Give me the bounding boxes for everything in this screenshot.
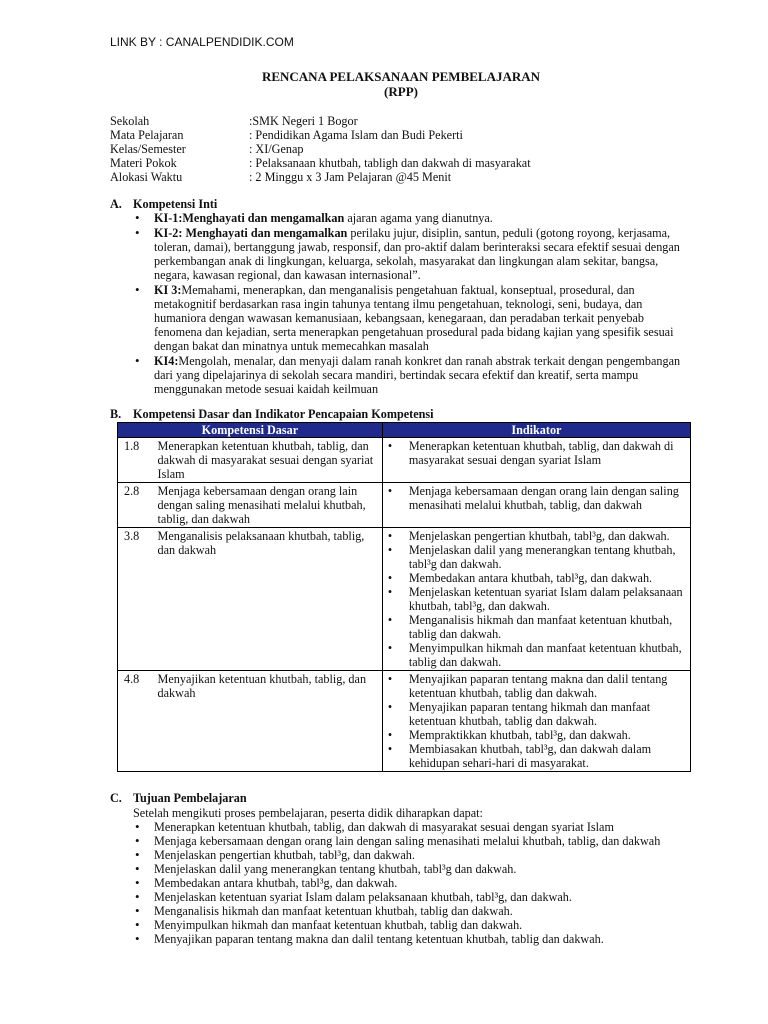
list-item [132,283,692,353]
kompetensi-table [117,422,691,772]
section-b-heading [110,407,434,422]
table-row [118,671,691,772]
info-label: Mata Pelajaran [110,128,184,142]
indikator-item: • Menjaga kebersamaan dengan orang lain dengan saling menasihati melalui khutbah, tablig, dan dakwah [383,484,690,512]
item-label: KI-2: Menghayati dan mengamalkan [154,226,348,240]
info-value: : 2 Minggu x 3 Jam Pelajaran @45 Menit [249,170,452,184]
info-row [110,156,531,170]
table-header-row [118,423,691,438]
list-item [132,226,692,282]
tujuan-item: • Menjelaskan ketentuan syariat Islam dalam pelaksanaan khutbah, tabl³g, dan dakwah. [132,890,712,904]
info-label: Alokasi Waktu [110,170,183,184]
indikator-item: • Membiasakan khutbah, tabl³g, dan dakwah dalam kehidupan sehari-hari di masyarakat. [383,742,690,770]
item-label: KI-1:Menghayati dan mengamalkan [154,211,345,225]
kompetensi-inti-list [132,211,692,397]
section-number: C. [110,791,122,805]
indikator-item: • Menganalisis hikmah dan manfaat ketentuan khutbah, tablig dan dakwah. [383,613,690,641]
indikator-item: • Menjelaskan pengertian khutbah, tabl³g, dan dakwah. [383,529,690,543]
source-link[interactable]: LINK BY : CANALPENDIDIK.COM [110,35,294,49]
document-subtitle: (RPP) [384,84,418,99]
section-title: Tujuan Pembelajaran [133,791,247,805]
item-label: KI4: [154,354,179,368]
item-text: ajaran agama yang dianutnya. [344,211,493,225]
kd-number: 4.8 [118,671,158,772]
indikator-item: • Membedakan antara khutbah, tabl³g, dan dakwah. [383,571,690,585]
tujuan-intro: Setelah mengikuti proses pembelajaran, peserta didik diharapkan dapat: [133,806,483,820]
identity-table [110,114,531,184]
tujuan-item: • Menjelaskan pengertian khutbah, tabl³g, dan dakwah. [132,848,712,862]
item-label: KI 3: [154,283,182,297]
indikator-cell [382,483,690,528]
tujuan-item: • Menjaga kebersamaan dengan orang lain dengan saling menasihati melalui khutbah, tablig, dan dakwah [132,834,712,848]
section-a-heading [110,197,217,212]
indikator-item: • Menyimpulkan hikmah dan manfaat ketentuan khutbah, tablig dan dakwah. [383,641,690,669]
column-header-kd: Kompetensi Dasar [118,423,383,438]
indikator-item: • Menyajikan paparan tentang hikmah dan manfaat ketentuan khutbah, tablig dan dakwah. [383,700,690,728]
kd-text: Menyajikan ketentuan khutbah, tablig, dan dakwah [158,671,383,772]
list-item [132,211,692,225]
item-text: Mengolah, menalar, dan menyaji dalam ranah konkret dan ranah abstrak terkait dengan pengembangan dari yang dipelajarinya di sekolah secara mandiri, bertindak secara efektif dan kreatif, serta mampu menggunakan metode sesuai kaidah keilmuan [154,354,681,396]
info-row [110,142,531,156]
section-number: B. [110,407,122,421]
indikator-list [383,529,690,669]
item-text: Memahami, menerapkan, dan menganalisis pengetahuan faktual, konseptual, prosedural, dan metakognitif berdasarkan rasa ingin tahunya tentang ilmu pengetahuan, teknologi, seni, budaya, dan humaniora dengan wawasan kemanusiaan, kebangsaan, kenegaraan, dan peradaban terkait penyebab fenomena dan kejadian, serta menerapkan pengetahuan prosedural pada bidang kajian yang spesifik sesuai dengan bakat dan minatnya untuk memecahkan masalah [154,283,674,353]
section-c-heading [110,791,247,806]
info-row [110,128,531,142]
info-row [110,170,531,184]
indikator-list [383,672,690,770]
tujuan-list [132,820,712,946]
indikator-list [383,439,690,467]
tujuan-item: • Menganalisis hikmah dan manfaat ketentuan khutbah, tablig dan dakwah. [132,904,712,918]
indikator-item: • Mempraktikkan khutbah, tabl³g, dan dakwah. [383,728,690,742]
item-text: perilaku jujur, disiplin, santun, peduli (gotong royong, kerjasama, toleran, damai), bertanggung jawab, responsif, dan pro-aktif dalam berinteraksi secara efektif sesuai dengan perkembangan anak di lingkungan, keluarga, sekolah, masyarakat dan lingkungan alam sekitar, bangsa, negara, kawasan regional, dan kawasan internasional”. [154,226,680,282]
indikator-item: • Menerapkan ketentuan khutbah, tablig, dan dakwah di masyarakat sesuai dengan syariat Islam [383,439,690,467]
info-value: : Pelaksanaan khutbah, tabligh dan dakwah di masyarakat [249,156,531,170]
info-label: Sekolah [110,114,150,128]
section-number: A. [110,197,122,211]
indikator-item: • Menyajikan paparan tentang makna dan dalil tentang ketentuan khutbah, tablig dan dakwah. [383,672,690,700]
section-title: Kompetensi Inti [133,197,218,211]
tujuan-item: • Menyimpulkan hikmah dan manfaat ketentuan khutbah, tablig dan dakwah. [132,918,712,932]
column-header-indikator: Indikator [382,423,690,438]
tujuan-item: • Menjelaskan dalil yang menerangkan tentang khutbah, tabl³g dan dakwah. [132,862,712,876]
indikator-item: • Menjelaskan ketentuan syariat Islam dalam pelaksanaan khutbah, tabl³g, dan dakwah. [383,585,690,613]
info-value: : Pendidikan Agama Islam dan Budi Pekerti [249,128,463,142]
info-label: Materi Pokok [110,156,177,170]
table-row [118,528,691,671]
kd-number: 2.8 [118,483,158,528]
table-row [118,438,691,483]
list-item [132,354,692,396]
tujuan-item: • Menerapkan ketentuan khutbah, tablig, dan dakwah di masyarakat sesuai dengan syariat Islam [132,820,712,834]
kd-text: Menjaga kebersamaan dengan orang lain dengan saling menasihati melalui khutbah, tablig, dan dakwah [158,483,383,528]
info-row [110,114,531,128]
indikator-cell [382,438,690,483]
table-row [118,483,691,528]
tujuan-item: • Membedakan antara khutbah, tabl³g, dan dakwah. [132,876,712,890]
indikator-cell [382,528,690,671]
indikator-cell [382,671,690,772]
kd-text: Menganalisis pelaksanaan khutbah, tablig, dan dakwah [158,528,383,671]
info-value: : XI/Genap [249,142,304,156]
document-title: RENCANA PELAKSANAAN PEMBELAJARAN [261,69,541,84]
kd-text: Menerapkan ketentuan khutbah, tablig, dan dakwah di masyarakat sesuai dengan syariat Islam [158,438,383,483]
info-value: :SMK Negeri 1 Bogor [249,114,358,128]
kd-number: 1.8 [118,438,158,483]
section-title: Kompetensi Dasar dan Indikator Pencapaian Kompetensi [133,407,434,421]
info-label: Kelas/Semester [110,142,186,156]
indikator-list [383,484,690,512]
tujuan-item: • Menyajikan paparan tentang makna dan dalil tentang ketentuan khutbah, tablig dan dakwah. [132,932,712,946]
indikator-item: • Menjelaskan dalil yang menerangkan tentang khutbah, tabl³g dan dakwah. [383,543,690,571]
kd-number: 3.8 [118,528,158,671]
